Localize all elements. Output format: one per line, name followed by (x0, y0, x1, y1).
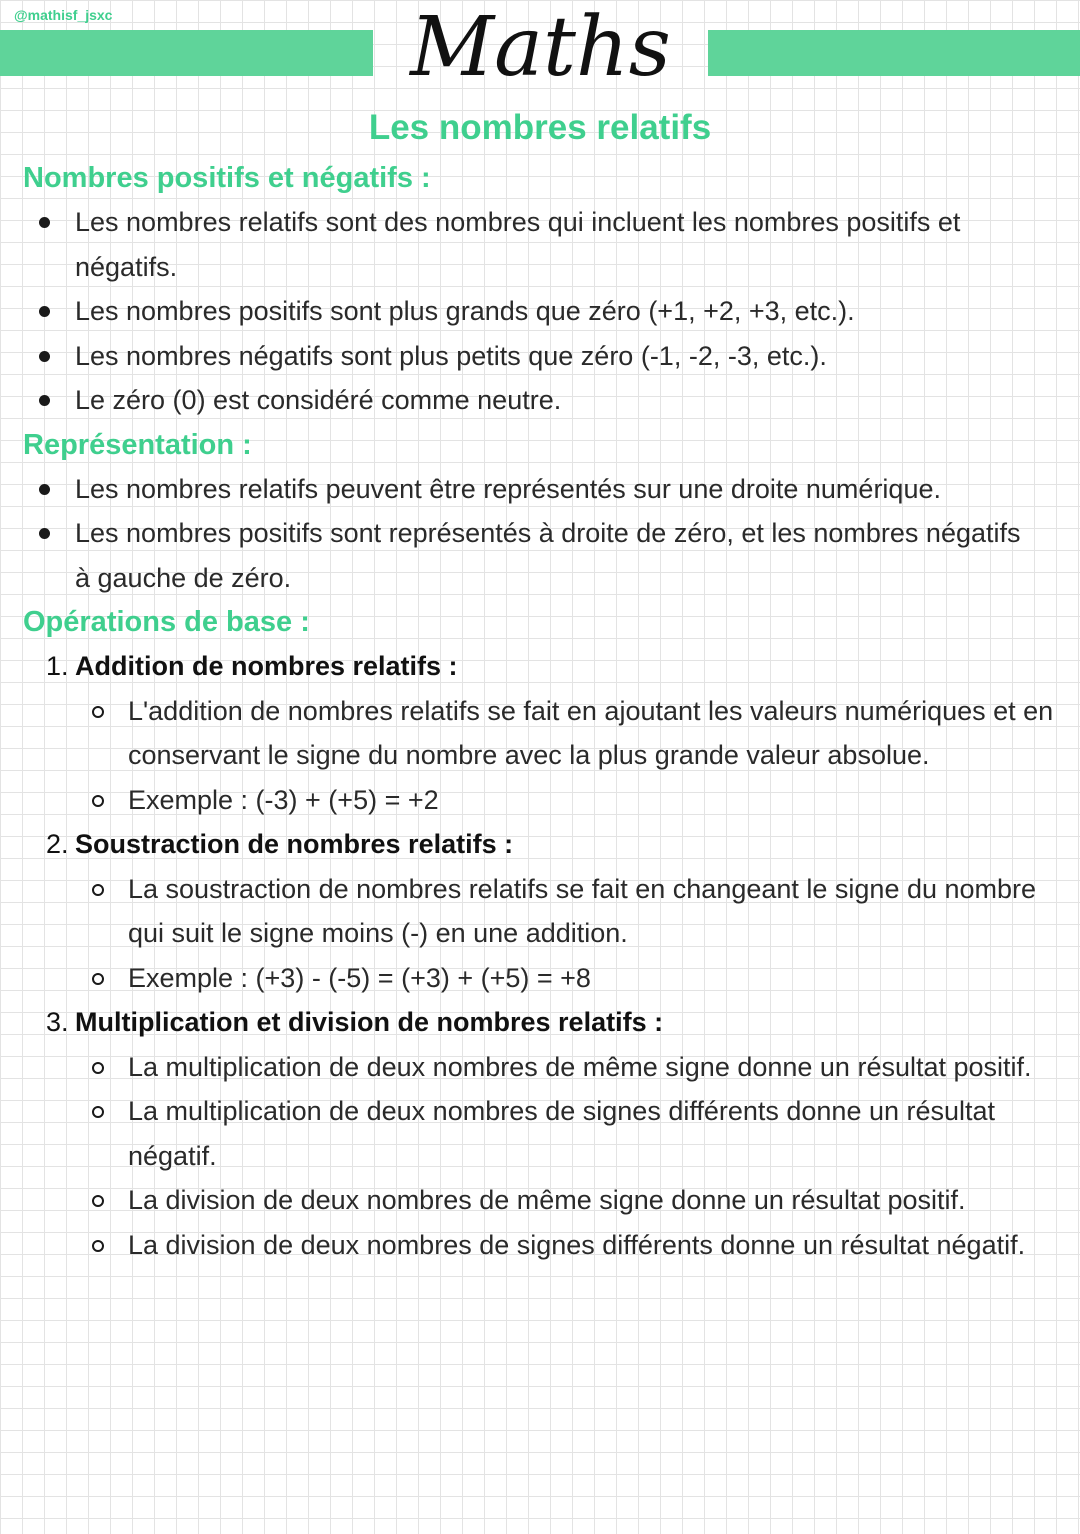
bullet-circle-icon (92, 1240, 104, 1252)
bullet-circle-icon (92, 1195, 104, 1207)
circle-list-addition (0, 689, 1080, 823)
bullet-dot-icon (39, 351, 50, 362)
list-item-text: Le zéro (0) est considéré comme neutre. (75, 385, 562, 415)
page-title: Maths (410, 0, 671, 95)
bullet-dot-icon (39, 217, 50, 228)
list-item-text: Les nombres relatifs peuvent être représentés sur une droite numérique. (75, 473, 941, 504)
header-band-left (0, 30, 373, 76)
subsection-soustraction (0, 822, 1080, 867)
bullet-circle-icon (92, 1062, 104, 1074)
bullet-circle-icon (92, 884, 104, 896)
list-item-text: La multiplication de deux nombres de même signe donne un résultat positif. (128, 1051, 1032, 1082)
list-item-text: La division de deux nombres de signes différents donne un résultat négatif. (128, 1229, 1026, 1260)
list-item (0, 689, 1080, 778)
bullet-dot-icon (39, 306, 50, 317)
page-subtitle: Les nombres relatifs (368, 108, 712, 147)
list-item (0, 867, 1080, 956)
subsection-number: 3. (46, 1007, 69, 1037)
bullet-circle-icon (92, 1106, 104, 1118)
list-item-text: L'addition de nombres relatifs se fait en ajoutant les valeurs numériques et en conservant le signe du nombre avec la plus grande valeur absolue. (128, 695, 1054, 770)
list-item (0, 200, 1080, 289)
list-item (0, 1178, 1080, 1223)
list-item-text: Les nombres négatifs sont plus petits que zéro (-1, -2, -3, etc.). (75, 340, 827, 371)
list-item-text: Les nombres positifs sont plus grands que zéro (+1, +2, +3, etc.). (75, 296, 855, 326)
bullet-circle-icon (92, 706, 104, 718)
list-item (0, 1045, 1080, 1090)
list-item-text: Les nombres relatifs sont des nombres qui incluent les nombres positifs et négatifs. (75, 207, 961, 282)
list-item-text: La soustraction de nombres relatifs se fait en changeant le signe du nombre qui suit le signe moins (-) en une addition. (128, 873, 1037, 948)
notes-content (0, 156, 1080, 1267)
section-title-operations: Opérations de base : (23, 606, 310, 638)
subsection-number: 1. (46, 651, 69, 681)
bullet-dot-icon (39, 528, 50, 539)
list-item-text: Exemple : (-3) + (+5) = +2 (128, 784, 439, 815)
subsection-number: 2. (46, 829, 69, 859)
list-item-text: La division de deux nombres de même signe donne un résultat positif. (128, 1185, 966, 1215)
list-item-text: Les nombres positifs sont représentés à droite de zéro, et les nombres négatifs à gauche de zéro. (75, 518, 1021, 593)
watermark-handle: @mathisf_jsxc (14, 7, 113, 23)
list-item (0, 1089, 1080, 1178)
section-title-positifs-negatifs: Nombres positifs et négatifs : (23, 162, 431, 194)
circle-list-multiplication (0, 1045, 1080, 1268)
list-item (0, 511, 1080, 600)
list-item-text: La multiplication de deux nombres de signes différents donne un résultat négatif. (128, 1096, 996, 1171)
circle-list-soustraction (0, 867, 1080, 1001)
list-item (0, 467, 1080, 512)
bullet-dot-icon (39, 395, 50, 406)
list-item (0, 289, 1080, 334)
bullet-list-representation (0, 467, 1080, 601)
bullet-circle-icon (92, 795, 104, 807)
list-item-text: Exemple : (+3) - (-5) = (+3) + (+5) = +8 (128, 962, 591, 993)
list-item (0, 956, 1080, 1001)
subsection-heading: Addition de nombres relatifs : (75, 651, 458, 681)
subsection-addition (0, 644, 1080, 689)
list-item (0, 1223, 1080, 1268)
section-title-representation: Représentation : (23, 428, 252, 461)
subsection-heading: Multiplication et division de nombres relatifs : (75, 1007, 664, 1037)
list-item (0, 378, 1080, 423)
bullet-circle-icon (92, 973, 104, 985)
list-item (0, 778, 1080, 823)
bullet-dot-icon (39, 484, 50, 495)
subsection-heading: Soustraction de nombres relatifs : (75, 829, 514, 859)
bullet-list-positifs-negatifs (0, 200, 1080, 423)
subsection-multiplication (0, 1000, 1080, 1045)
header-band-right (708, 30, 1080, 76)
list-item (0, 334, 1080, 379)
